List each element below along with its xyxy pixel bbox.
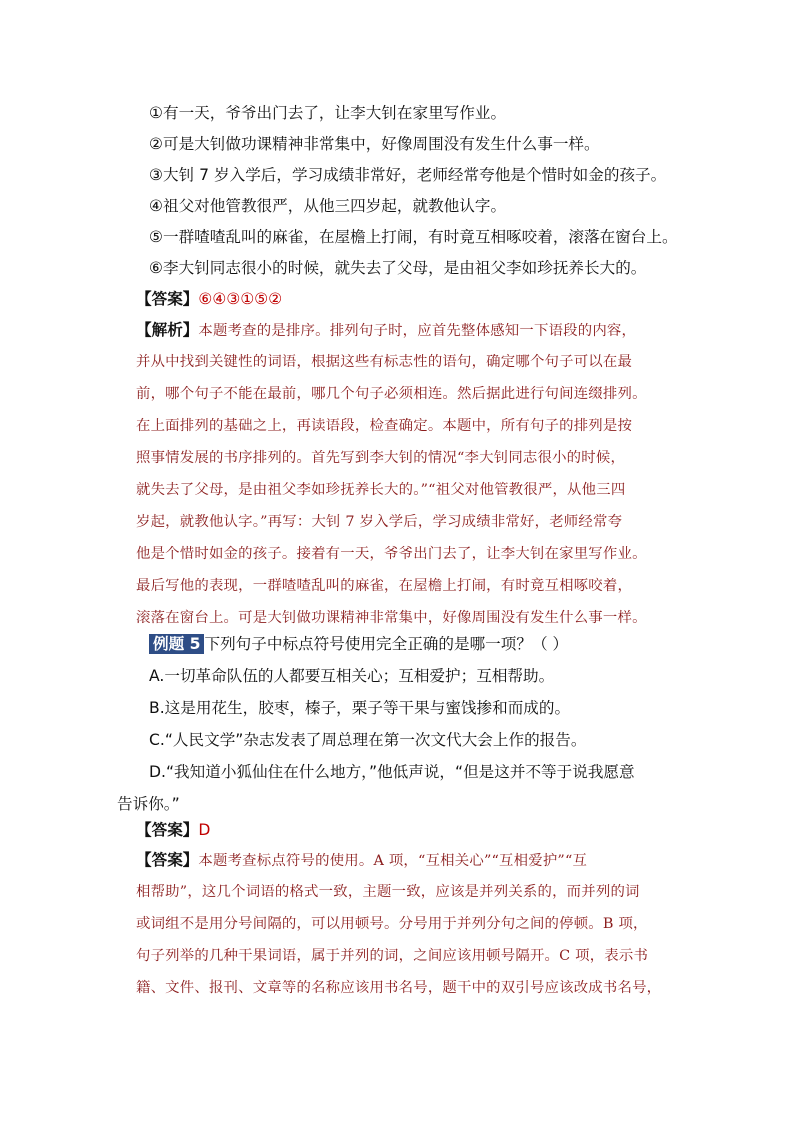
analysis-1-text-7: 岁起，就教他认字。”再写：大钊 7 岁入学后，学习成绩非常好，老师经常夸 [136,514,623,530]
sentence-2: ②可是大钊做功课精神非常集中，好像周围没有发生什么事一样。 [149,135,600,153]
analysis-1-text-6: 就失去了父母，是由祖父李如珍抚养长大的。”“祖父对他管教很严，从他三四 [136,482,626,498]
sentence-5: ⑤一群喳喳乱叫的麻雀，在屋檐上打闹，有时竟互相啄咬着，滚落在窗台上。 [149,228,678,246]
analysis-1-text-3: 前，哪个句子不能在最前，哪几个句子必须相连。然后据此进行句间连缀排列。 [136,386,647,402]
analysis-2-text-3: 或词组不是用分号间隔的，可以用顿号。分号用于并列分句之间的停顿。B 项， [136,916,648,932]
option-d-continued: 告诉你。” [117,795,180,813]
analysis-1-text-4: 在上面排列的基础之上，再读语段，检查确定。本题中，所有句子的排列是按 [136,418,633,434]
sentence-6: ⑥李大钊同志很小的时候，就失去了父母，是由祖父李如珍抚养长大的。 [149,259,647,277]
analysis-2-text-1: 本题考查标点符号的使用。A 项，“互相关心”“互相爱护”“互 [198,853,588,869]
analysis-1-label: 【解析】 [136,321,199,339]
analysis-2-text-4: 句子列举的几种干果词语，属于并列的词，之间应该用顿号隔开。C 项，表示书 [136,948,649,964]
analysis-1-text-5: 照事情发展的书序排列的。首先写到李大钊的情况“李大钊同志很小的时候， [136,450,626,466]
analysis-2-text-5: 籍、文件、报刊、文章等的名称应该用书名号，题干中的双引号应该改成书名号， [136,980,662,996]
analysis-2-label: 【答案】 [136,851,199,869]
answer-2 [136,820,210,840]
analysis-1-line-1 [136,320,636,341]
option-c: C.“人民文学”杂志发表了周总理在第一次文代大会上作的报告。 [149,731,587,749]
answer-1 [136,289,282,309]
analysis-1-text-2: 并从中找到关键性的词语，根据这些有标志性的语句，确定哪个句子可以在最 [136,354,633,370]
sentence-1: ①有一天，爷爷出门去了，让李大钊在家里写作业。 [149,104,507,122]
analysis-2-line-1 [136,850,587,871]
analysis-1-text-8: 他是个惜时如金的孩子。接着有一天，爷爷出门去了，让李大钊在家里写作业。 [136,546,647,562]
answer-2-value: D [198,821,211,839]
answer-1-value: ⑥④③①⑤② [198,290,283,308]
option-b: B.这是用花生，胶枣，榛子，栗子等干果与蜜饯掺和而成的。 [149,699,571,717]
analysis-1-text-9: 最后写他的表现，一群喳喳乱叫的麻雀，在屋檐上打闹，有时竟互相啄咬着， [136,578,633,594]
sentence-4: ④祖父对他管教很严，从他三四岁起，就教他认字。 [149,197,507,215]
sentence-3: ③大钊 7 岁入学后，学习成绩非常好，老师经常夸他是个惜时如金的孩子。 [149,166,667,184]
analysis-1-text-1: 本题考查的是排序。排列句子时，应首先整体感知一下语段的内容， [198,323,637,339]
example-5-header [149,634,568,654]
example-5-question: 下列句子中标点符号使用完全正确的是哪一项？（ ） [204,635,569,653]
option-a: A.一切革命队伍的人都要互相关心；互相爱护；互相帮助。 [149,667,555,685]
answer-1-label: 【答案】 [136,290,199,308]
analysis-2-text-2: 相帮助”，这几个词语的格式一致，主题一致，应该是并列关系的，而并列的词 [136,884,640,900]
option-d: D.“我知道小狐仙住在什么地方，”他低声说，“但是这并不等于说我愿意 [149,763,635,781]
analysis-1-text-10: 滚落在窗台上。可是大钊做功课精神非常集中，好像周围没有发生什么事一样。 [136,610,647,626]
answer-2-label: 【答案】 [136,821,199,839]
example-5-badge: 例题 5 [149,634,204,654]
